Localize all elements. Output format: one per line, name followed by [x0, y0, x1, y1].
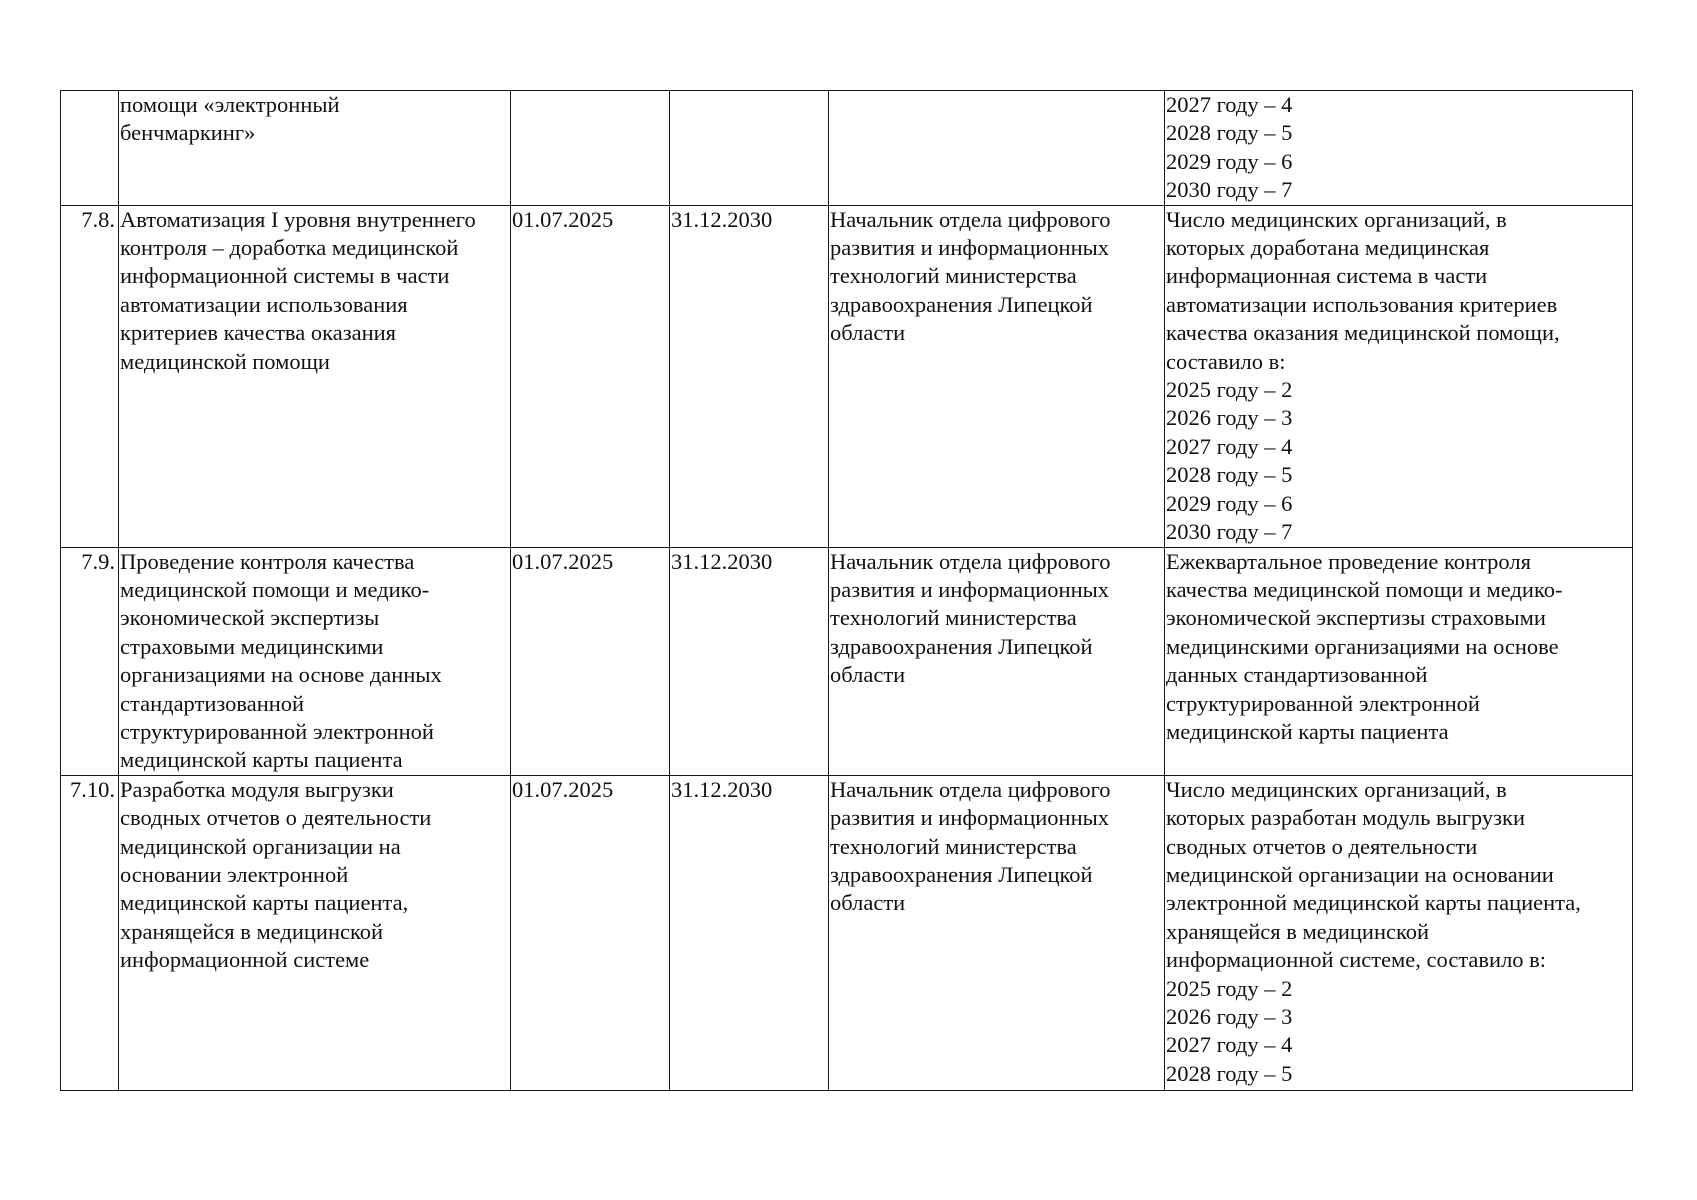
row-number-cell: 7.8.: [61, 205, 119, 547]
table-row-7-8: [61, 205, 1633, 547]
end-date-cell: 31.12.2030: [670, 775, 829, 1090]
table-row-7-9: [61, 547, 1633, 775]
start-date-cell: 01.07.2025: [511, 775, 670, 1090]
responsible-cell: Начальник отдела цифрового развития и информационных технологий министерства здравоохранения Липецкой области: [829, 775, 1165, 1090]
measure-name-cell: Автоматизация I уровня внутреннего контроля – доработка медицинской информационной системы в части автоматизации использования критериев качества оказания медицинской помощи: [119, 205, 511, 547]
indicator-cell: 2027 году – 4 2028 году – 5 2029 году – 6 2030 году – 7: [1165, 91, 1633, 206]
table-row-7-10: [61, 775, 1633, 1090]
measure-name-cell: Проведение контроля качества медицинской помощи и медико- экономической экспертизы страховыми медицинскими организациями на основе данных стандартизованной структурированной электронной медицинской карты пациента: [119, 547, 511, 775]
responsible-cell: Начальник отдела цифрового развития и информационных технологий министерства здравоохранения Липецкой области: [829, 205, 1165, 547]
measures-table: [60, 90, 1633, 1091]
measure-name-cell: помощи «электронный бенчмаркинг»: [119, 91, 511, 206]
start-date-cell: 01.07.2025: [511, 205, 670, 547]
row-number-cell: 7.10.: [61, 775, 119, 1090]
indicator-cell: Число медицинских организаций, в которых разработан модуль выгрузки сводных отчетов о деятельности медицинской организации на основании электронной медицинской карты пациента, хранящейся в медицинской информационной системе, составило в: 2025 году – 2 2026 году – 3 2027 году – 4 2028 году – 5: [1165, 775, 1633, 1090]
measure-name-cell: Разработка модуля выгрузки сводных отчетов о деятельности медицинской организации на основании электронной медицинской карты пациента, хранящейся в медицинской информационной системе: [119, 775, 511, 1090]
row-number-cell: 7.9.: [61, 547, 119, 775]
indicator-cell: Ежеквартальное проведение контроля качества медицинской помощи и медико- экономической экспертизы страховыми медицинскими организациями на основе данных стандартизованной структурированной электронной медицинской карты пациента: [1165, 547, 1633, 775]
responsible-cell: Начальник отдела цифрового развития и информационных технологий министерства здравоохранения Липецкой области: [829, 547, 1165, 775]
table-row-continuation: [61, 91, 1633, 206]
responsible-cell: [829, 91, 1165, 206]
start-date-cell: 01.07.2025: [511, 547, 670, 775]
end-date-cell: 31.12.2030: [670, 547, 829, 775]
end-date-cell: [670, 91, 829, 206]
row-number-cell: [61, 91, 119, 206]
indicator-cell: Число медицинских организаций, в которых доработана медицинская информационная система в части автоматизации использования критериев качества оказания медицинской помощи, составило в: 2025 году – 2 2026 году – 3 2027 году – 4 2028 году – 5 2029 году – 6 2030 году – 7: [1165, 205, 1633, 547]
end-date-cell: 31.12.2030: [670, 205, 829, 547]
start-date-cell: [511, 91, 670, 206]
